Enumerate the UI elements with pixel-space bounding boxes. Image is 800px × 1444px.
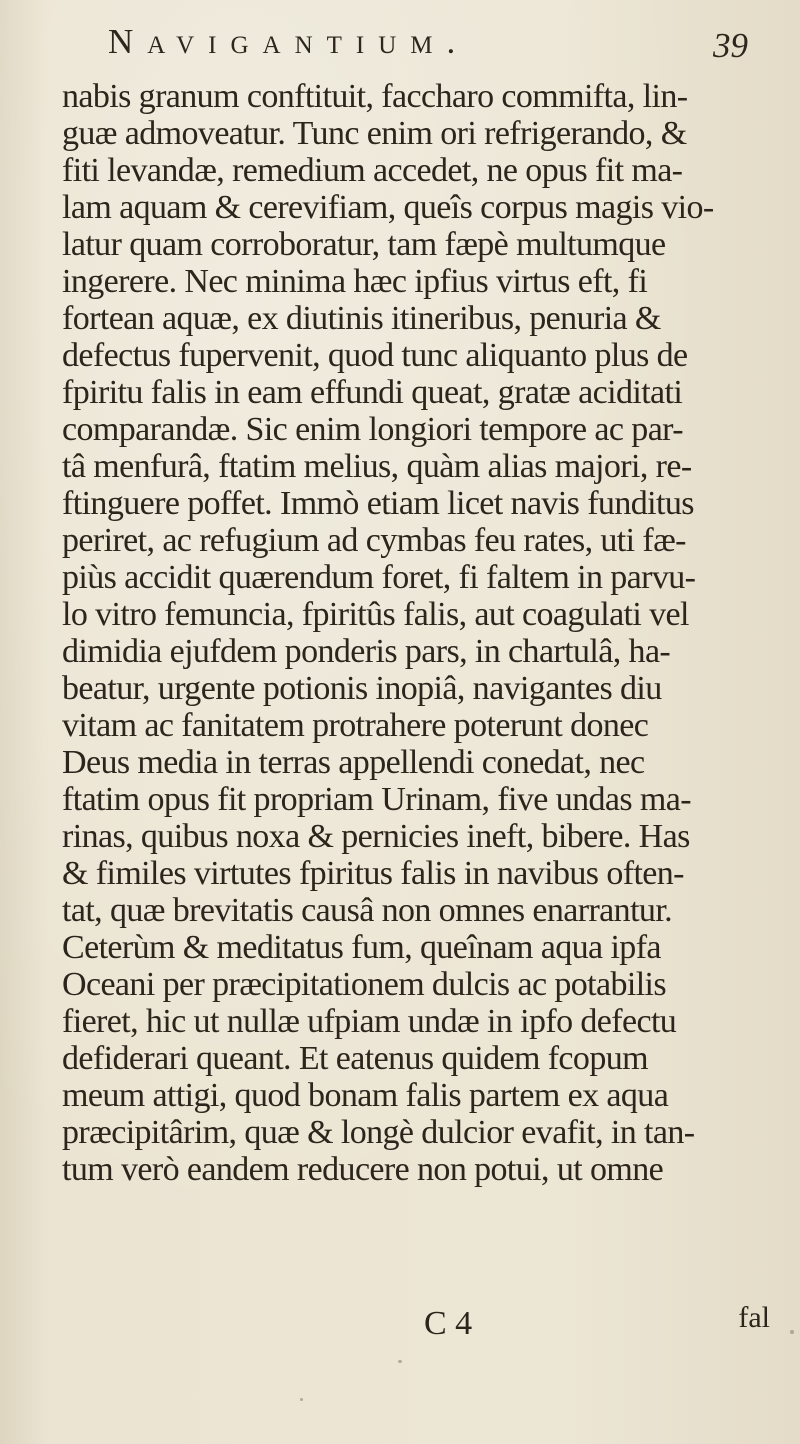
signature-mark: C 4 (424, 1305, 473, 1342)
text-line: defectus fupervenit, quod tunc aliquanto plus de (62, 337, 688, 374)
running-head: Navigantium. (108, 22, 470, 61)
text-line: defiderari queant. Et eatenus quidem fcopum (62, 1040, 648, 1077)
text-line: præcipitârim, quæ & longè dulcior evafit, in tan- (62, 1114, 695, 1151)
text-line: tat, quæ brevitatis causâ non omnes enarrantur. (62, 892, 673, 929)
paper-speck (398, 1360, 402, 1363)
text-line: ingerere. Nec minima hæc ipfius virtus eft, fi (62, 263, 648, 300)
text-line: guæ admoveatur. Tunc enim ori refrigerando, & (62, 115, 687, 152)
text-line: fieret, hic ut nullæ ufpiam undæ in ipfo defectu (62, 1003, 677, 1040)
page-header (108, 18, 748, 78)
text-line: fpiritu falis in eam effundi queat, gratæ aciditati (62, 374, 683, 411)
text-line: meum attigi, quod bonam falis partem ex aqua (62, 1077, 669, 1114)
text-line: fiti levandæ, remedium accedet, ne opus fit ma- (62, 152, 683, 189)
text-line: lam aquam & cerevifiam, queîs corpus magis vio- (62, 189, 714, 226)
text-line: & fimiles virtutes fpiritus falis in navibus often- (62, 855, 684, 892)
text-line: comparandæ. Sic enim longiori tempore ac par- (62, 411, 683, 448)
text-line: beatur, urgente potionis inopiâ, navigantes diu (62, 670, 662, 707)
text-line: nabis granum conftituit, faccharo commifta, lin- (62, 78, 688, 115)
text-line: vitam ac fanitatem protrahere poterunt donec (62, 707, 649, 744)
paper-speck (300, 1398, 303, 1401)
text-line: Oceani per præcipitationem dulcis ac potabilis (62, 966, 667, 1003)
body-text (62, 78, 772, 1188)
text-line: ftinguere poffet. Immò etiam licet navis funditus (62, 485, 694, 522)
text-line: ftatim opus fit propriam Urinam, five undas ma- (62, 781, 691, 818)
page-number: 39 (713, 26, 748, 65)
text-line: tâ menfurâ, ftatim melius, quàm alias majori, re- (62, 448, 692, 485)
text-line: dimidia ejufdem ponderis pars, in chartulâ, ha- (62, 633, 671, 670)
text-line: rinas, quibus noxa & pernicies ineft, bibere. Has (62, 818, 690, 855)
catchword: fal (738, 1301, 770, 1334)
text-line: lo vitro femuncia, fpiritûs falis, aut coagulati vel (62, 596, 689, 633)
text-line: latur quam corroboratur, tam fæpè multumque (62, 226, 666, 263)
text-line: piùs accidit quærendum foret, fi faltem in parvu- (62, 559, 696, 596)
text-line: Ceterùm & meditatus fum, queînam aqua ipfa (62, 929, 661, 966)
page-footer (62, 1301, 772, 1346)
paper-speck (790, 1330, 794, 1334)
text-line: periret, ac refugium ad cymbas feu rates, uti fæ- (62, 522, 686, 559)
text-line: tum verò eandem reducere non potui, ut omne (62, 1151, 664, 1188)
text-line: fortean aquæ, ex diutinis itineribus, penuria & (62, 300, 661, 337)
text-line: Deus media in terras appellendi conedat, nec (62, 744, 645, 781)
